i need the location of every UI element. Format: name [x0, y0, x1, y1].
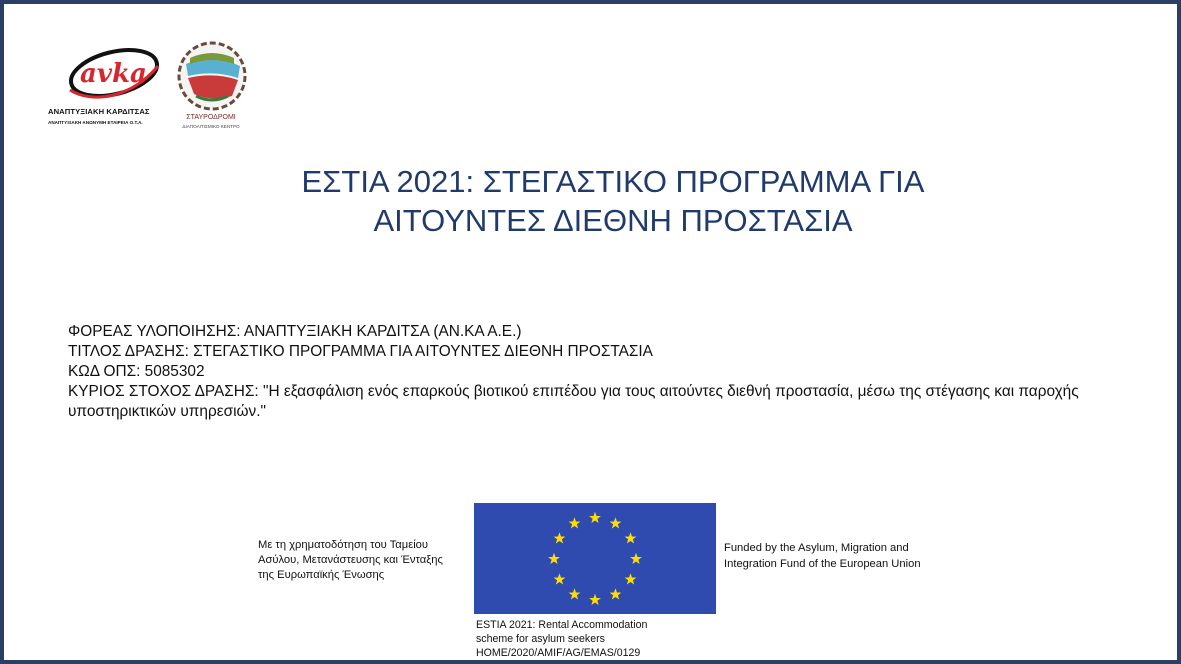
- globe-icon: [174, 40, 250, 112]
- project-reference: [476, 618, 736, 660]
- project-ref-line: ESTIA 2021: Rental Accommodation: [476, 619, 648, 631]
- funding-text-greek: [258, 538, 474, 583]
- eu-flag-icon: [474, 503, 716, 614]
- stavrodromi-name: ΣΤΑΥΡΟΔΡΟΜΙ: [186, 114, 236, 121]
- funding-greek-line: Με τη χρηματοδότηση του Ταμείου: [258, 539, 429, 551]
- title-line-1: ΕΣΤΙΑ 2021: ΣΤΕΓΑΣΤΙΚΟ ΠΡΟΓΡΑΜΜΑ ΓΙΑ: [301, 164, 925, 199]
- action-title: ΤΙΤΛΟΣ ΔΡΑΣΗΣ: ΣΤΕΓΑΣΤΙΚΟ ΠΡΟΓΡΑΜΜΑ ΓΙΑ ΑΙΤΟΥΝΤΕΣ ΔΙΕΘΝΗ ΠΡΟΣΤΑΣΙΑ: [68, 343, 653, 360]
- title-line-2: ΑΙΤΟΥΝΤΕΣ ΔΙΕΘΝΗ ΠΡΟΣΤΑΣΙΑ: [373, 203, 853, 238]
- main-goal: ΚΥΡΙΟΣ ΣΤΟΧΟΣ ΔΡΑΣΗΣ: "Η εξασφάλιση ενός επαρκούς βιοτικού επιπέδου για τους αιτούντες διεθνή προστασία, μέσω της στέγασης και παροχής υποστηρικτικών υπηρεσιών.": [68, 383, 1079, 420]
- implementing-agency: ΦΟΡΕΑΣ ΥΛΟΠΟΙΗΣΗΣ: ΑΝΑΠΤΥΞΙΑΚΗ ΚΑΡΔΙΤΣΑ (ΑΝ.ΚΑ Α.Ε.): [68, 323, 522, 340]
- funding-english-line: Integration Fund of the European Union: [724, 558, 921, 570]
- avka-name: ΑΝΑΠΤΥΞΙΑΚΗ ΚΑΡΔΙΤΣΑΣ: [48, 107, 150, 116]
- project-ref-line: HOME/2020/AMIF/AG/EMAS/0129: [476, 647, 641, 659]
- project-ref-line: scheme for asylum seekers: [476, 633, 605, 645]
- project-info: [68, 322, 1128, 422]
- funding-text-english: [724, 540, 984, 572]
- avka-swoosh-icon: [62, 46, 162, 104]
- funding-greek-line: Ασύλου, Μετανάστευσης και Ένταξης: [258, 554, 443, 566]
- funding-greek-line: της Ευρωπαϊκής Ένωσης: [258, 569, 385, 581]
- ops-code: ΚΩΔ ΟΠΣ: 5085302: [68, 363, 205, 380]
- page-title: [204, 162, 1022, 240]
- svg-text:avka: avka: [80, 59, 147, 89]
- stavrodromi-subtitle: ΔΙΑΠΟΛΙΤΙΣΜΙΚΟ ΚΕΝΤΡΟ: [182, 124, 240, 129]
- stavrodromi-logo: [170, 40, 252, 136]
- avka-logo: [48, 46, 168, 138]
- avka-subtitle: ΑΝΑΠΤΥΞΙΑΚΗ ΑΝΩΝΥΜΗ ΕΤΑΙΡΕΙΑ Ο.Τ.Α.: [48, 120, 143, 125]
- funding-english-line: Funded by the Asylum, Migration and: [724, 542, 909, 554]
